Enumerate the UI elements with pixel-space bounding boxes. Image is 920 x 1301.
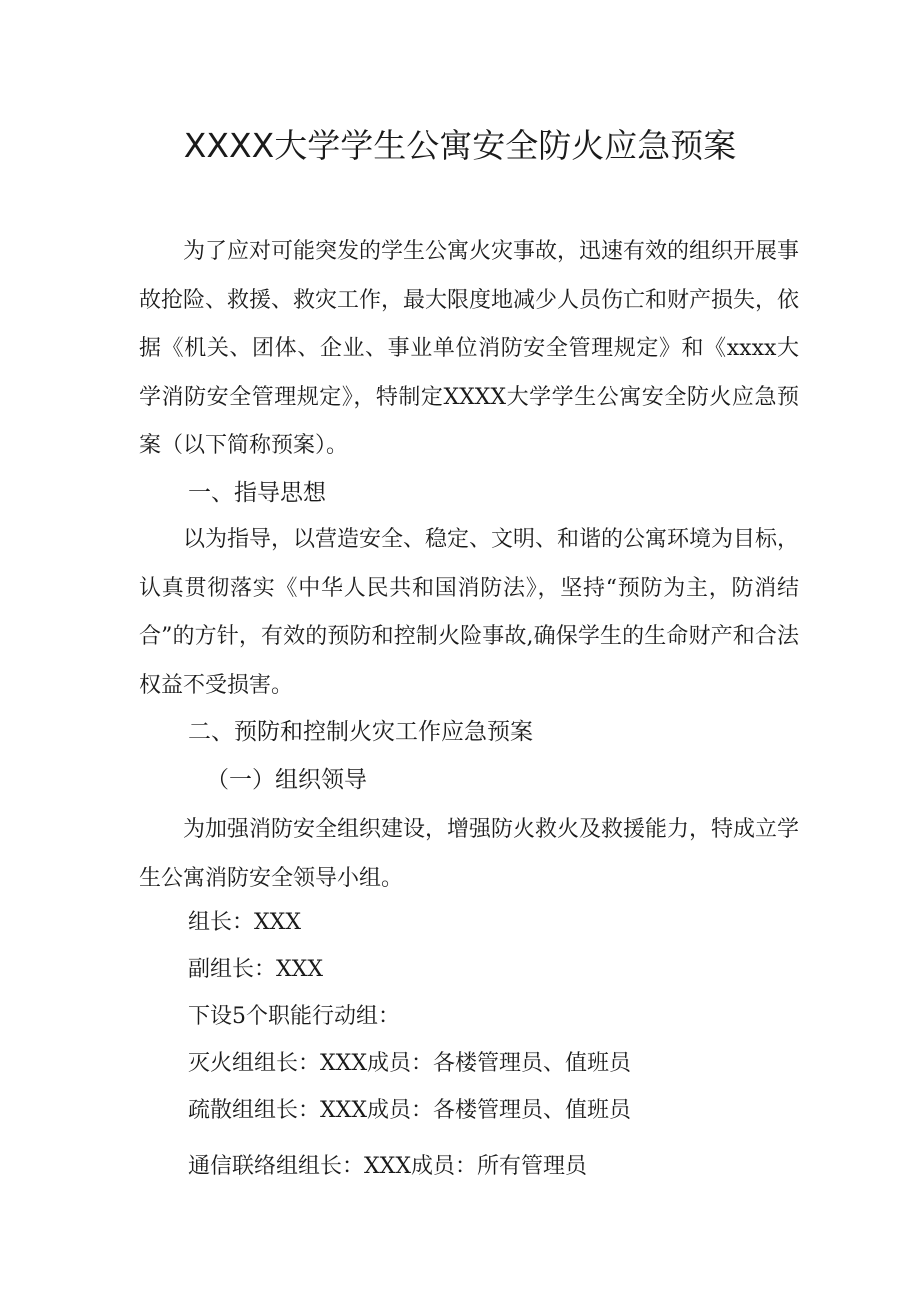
deputy-line: 副组长：XXX [188,957,323,982]
section-1-body: 以为指导，以营造安全、稳定、文明、和谐的公寓环境为目标，认真贯彻落实《中华人民共和国消防法》，坚持“预防为主，防消结合”的方针，有效的预防和控制火险事故,确保学生的生命财产和合法权益不受损害。 [139,527,800,698]
section-1-heading: 一、指导思想 [188,480,326,506]
document-title: XXXX大学学生公寓安全防火应急预案 [183,126,737,165]
section-2-heading: 二、预防和控制火灾工作应急预案 [188,719,533,745]
leader-line: 组长：XXX [188,910,301,935]
groups-intro-line: 下设5个职能行动组： [188,1004,400,1029]
group-item: 通信联络组组长：XXX成员：所有管理员 [188,1154,587,1179]
section-2-subheading: （一）组织领导 [206,767,367,793]
group-item: 灭火组组长：XXX成员：各楼管理员、值班员 [188,1051,631,1076]
group-item: 疏散组组长：XXX成员：各楼管理员、值班员 [188,1098,631,1123]
section-2-body: 为加强消防安全组织建设，增强防火救火及救援能力，特成立学生公寓消防安全领导小组。 [139,817,800,891]
intro-paragraph: 为了应对可能突发的学生公寓火灾事故，迅速有效的组织开展事故抢险、救援、救灾工作，最大限度地减少人员伤亡和财产损失，依据《机关、团体、企业、事业单位消防安全管理规定》和《xxxx大学消防安全管理规定》，特制定XXXX大学学生公寓安全防火应急预案（以下简称预案）。 [139,239,800,458]
